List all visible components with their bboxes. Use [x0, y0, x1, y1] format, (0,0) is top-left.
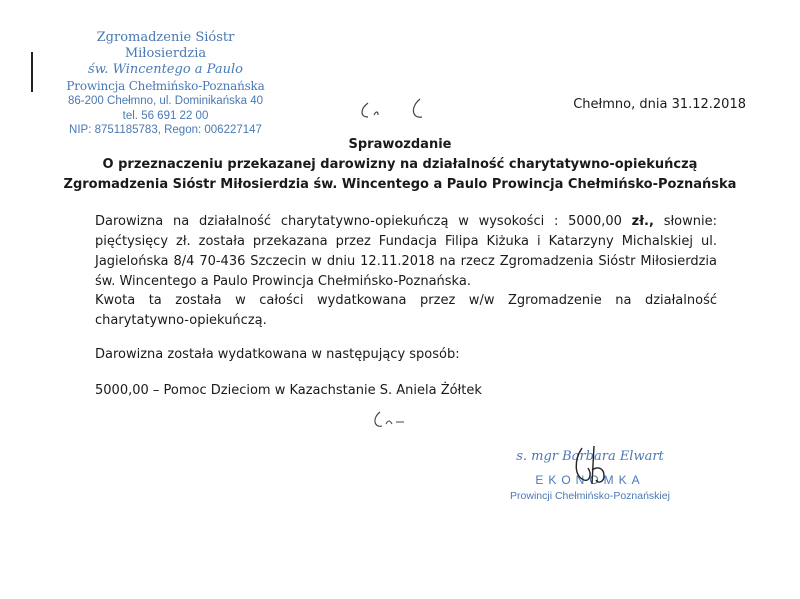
handwritten-signature [560, 440, 620, 490]
handwritten-mark-top [350, 95, 440, 125]
document-date: Chełmno, dnia 31.12.2018 [573, 97, 746, 112]
stamp-address: 86-200 Chełmno, ul. Dominikańska 40 [68, 95, 263, 107]
p1-bold-currency: zł., [631, 214, 654, 229]
expenditure-item: 5000,00 – Pomoc Dzieciom w Kazachstanie S. Aniela Żółtek [95, 383, 482, 398]
stamp-line-1: Zgromadzenie Sióstr Miłosierdzia [96, 30, 235, 61]
p1-text-start: Darowizna na działalność charytatywno-opiekuńczą w wysokości : 5000,00 [95, 214, 632, 229]
body-paragraph-2: Kwota ta została w całości wydatkowana przez w/w Zgromadzenie na działalność charytatywno-opiekuńczą. [95, 293, 717, 328]
document-title [0, 135, 800, 195]
expenditure-intro: Darowizna została wydatkowana w następujący sposób: [95, 347, 460, 362]
stamp-line-3: Prowincja Chełmińsko-Poznańska [66, 79, 265, 93]
handwritten-mark-bottom [368, 408, 418, 432]
stamp-line-2: św. Wincentego a Paulo [88, 62, 243, 77]
signatory-organization: Prowincji Chełmińsko-Poznańskiej [510, 490, 670, 502]
stamp-phone: tel. 56 691 22 00 [122, 110, 209, 122]
stamp-nip-regon: NIP: 8751185783, Regon: 006227147 [69, 124, 262, 136]
p1-text-end: słownie: pięćtysięcy zł. została przekazana przez Fundacja Filipa Kiżuka i Katarzyny Michalskiej ul. Jagielońska 8/4 70-436 Szczecin w dniu 12.11.2018 na rzecz Zgromadzenia Sióstr Miłosierdzia św. Wincentego a Paulo Prowincja Chełmińsko-Poznańska. [95, 214, 717, 289]
title-line-3: Zgromadzenia Sióstr Miłosierdzia św. Wincentego a Paulo Prowincja Chełmińsko-Poznańska [63, 177, 737, 192]
title-line-2: O przeznaczeniu przekazanej darowizny na działalność charytatywno-opiekuńczą [102, 157, 698, 172]
signatory-name: s. mgr Barbara Elwart [516, 449, 664, 464]
scan-margin-mark [31, 52, 33, 92]
body-paragraph-1 [95, 212, 717, 292]
title-line-1: Sprawozdanie [348, 137, 452, 152]
organization-stamp [58, 30, 273, 137]
signatory-role: EKONOMKA [535, 473, 645, 487]
